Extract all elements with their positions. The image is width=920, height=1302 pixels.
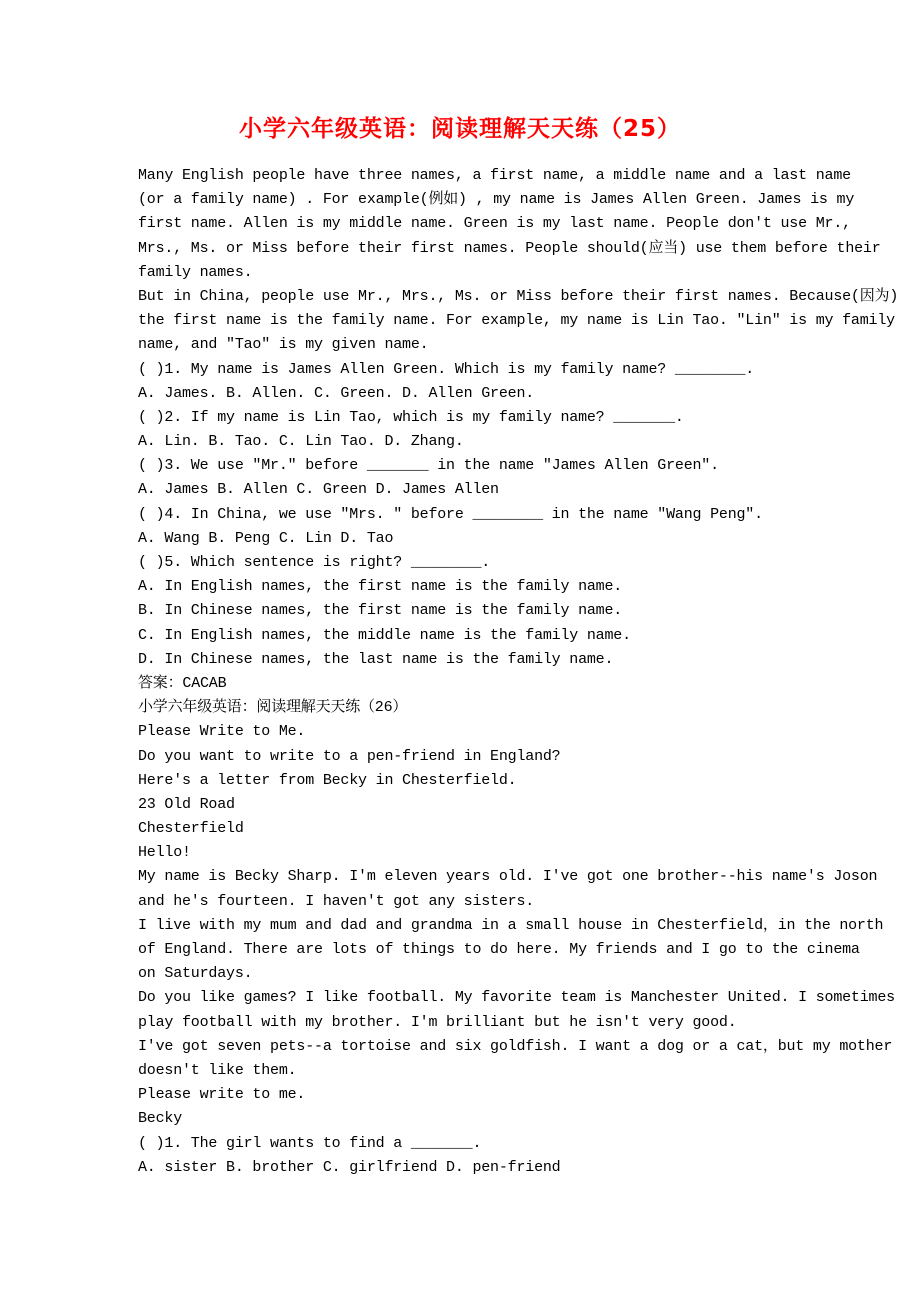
letter-line: Do you want to write to a pen-friend in England? xyxy=(138,747,561,765)
passage-line: first name. Allen is my middle name. Green is my last name. People don't use Mr., xyxy=(138,215,851,233)
letter-line: I've got seven pets--a tortoise and six goldfish. I want a dog or a cat，but my mother xyxy=(138,1037,893,1055)
option-line: A. In English names, the first name is the family name. xyxy=(138,578,623,596)
question-line: ( )1. The girl wants to find a _______. xyxy=(138,1134,482,1152)
option-line: C. In English names, the middle name is the family name. xyxy=(138,626,631,644)
letter-address-line: Chesterfield xyxy=(138,820,244,838)
passage-line: Mrs., Ms. or Miss before their first names. People should(应当) use them before their xyxy=(138,239,881,257)
letter-line: Please write to me. xyxy=(138,1086,306,1104)
letter-line: on Saturdays. xyxy=(138,965,253,983)
passage-line: (or a family name) . For example(例如) , my name is James Allen Green. James is my xyxy=(138,191,855,209)
option-line: A. Lin. B. Tao. C. Lin Tao. D. Zhang. xyxy=(138,433,464,451)
letter-line: of England. There are lots of things to do here. My friends and I go to the cinema xyxy=(138,941,860,958)
passage-line: the first name is the family name. For example, my name is Lin Tao. ″Lin″ is my family xyxy=(138,312,895,330)
option-line: A. James. B. Allen. C. Green. D. Allen Green. xyxy=(138,384,535,402)
section-title-line: 小学六年级英语：阅读理解天天练（26） xyxy=(138,699,408,717)
passage-line: family names. xyxy=(138,263,253,281)
option-line: A. James B. Allen C. Green D. James Allen xyxy=(138,481,499,499)
option-line: B. In Chinese names, the first name is the family name. xyxy=(138,602,623,620)
letter-line: Do you like games? I like football. My favorite team is Manchester United. I sometimes xyxy=(138,989,895,1007)
option-line: D. In Chinese names, the last name is the family name. xyxy=(138,650,614,668)
letter-title-line: Please Write to Me. xyxy=(138,723,306,741)
letter-line: doesn't like them. xyxy=(138,1061,297,1079)
answers-line: 答案：CACAB xyxy=(138,674,227,692)
letter-line: I live with my mum and dad and grandma in a small house in Chesterfield，in the north xyxy=(138,916,884,934)
question-line: ( )2. If my name is Lin Tao, which is my family name? _______. xyxy=(138,408,684,426)
document-body xyxy=(138,164,899,1180)
letter-line: Here's a letter from Becky in Chesterfield. xyxy=(138,771,517,789)
letter-line: My name is Becky Sharp. I'm eleven years old. I've got one brother--his name's Joson xyxy=(138,868,878,886)
letter-line: Hello! xyxy=(138,844,191,862)
passage-line: Many English people have three names, a first name, a middle name and a last name xyxy=(138,167,851,184)
question-line: ( )1. My name is James Allen Green. Which is my family name? ________. xyxy=(138,360,755,378)
passage-line: name, and ″Tao″ is my given name. xyxy=(138,336,429,354)
letter-line: and he's fourteen. I haven't got any sisters. xyxy=(138,892,535,910)
letter-signature-line: Becky xyxy=(138,1110,183,1128)
question-line: ( )3. We use ″Mr.″ before _______ in the name ″James Allen Green″. xyxy=(138,457,719,475)
passage-line: But in China, people use Mr., Mrs., Ms. or Miss before their first names. Because(因为) xyxy=(138,287,899,305)
page-title: 小学六年级英语：阅读理解天天练（25） xyxy=(238,116,681,142)
option-line: A. sister B. brother C. girlfriend D. pen-friend xyxy=(138,1158,561,1176)
letter-line: play football with my brother. I'm brilliant but he isn't very good. xyxy=(138,1013,737,1031)
option-line: A. Wang B. Peng C. Lin D. Tao xyxy=(138,529,394,547)
question-line: ( )4. In China, we use ″Mrs. ″ before ________ in the name ″Wang Peng″. xyxy=(138,505,763,523)
question-line: ( )5. Which sentence is right? ________. xyxy=(138,554,491,571)
letter-address-line: 23 Old Road xyxy=(138,795,235,813)
